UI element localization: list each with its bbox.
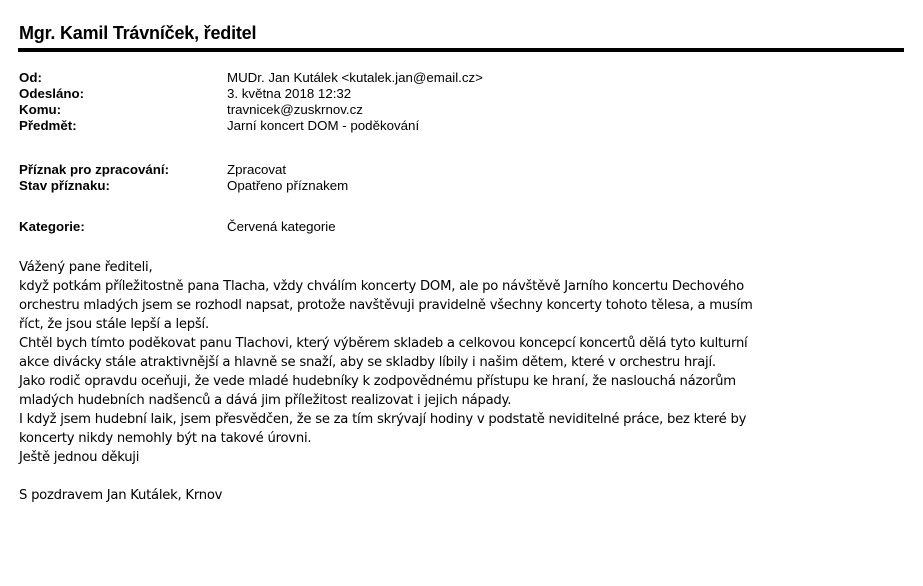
to-label: Komu:: [19, 102, 62, 117]
body-line: když potkám příležitostně pana Tlacha, vždy chválím koncerty DOM, ale po návštěvě Jarního koncertu Dechového: [19, 279, 744, 294]
body-line: akce divácky stále atraktivnější a hlavně se snaží, aby se skladby líbily i našim dětem, které v orchestru hrají.: [19, 355, 716, 370]
flag-status-value: Opatřeno příznakem: [227, 178, 349, 193]
sent-label: Odesláno:: [19, 86, 85, 101]
category-label: Kategorie:: [19, 219, 85, 234]
page-title: Mgr. Kamil Trávníček, ředitel: [19, 23, 257, 43]
flag-status-label: Stav příznaku:: [19, 178, 110, 193]
body-line: Chtěl bych tímto poděkovat panu Tlachovi, který výběrem skladeb a celkovou koncepcí koncertů dělá tyto kulturní: [19, 336, 748, 351]
subject-label: Předmět:: [19, 118, 77, 133]
category-row: [0, 219, 923, 235]
title-divider: [18, 48, 904, 52]
body-line: I když jsem hudební laik, jsem přesvědčen, že se za tím skrývají hodiny v podstatě neviditelné práce, bez které by: [19, 412, 747, 427]
subject-row: [0, 118, 923, 134]
message-body: [19, 258, 899, 505]
body-line: mladých hudebních nadšenců a dává jim příležitost realizovat i jejich nápady.: [19, 393, 512, 408]
paragraph-gap: [19, 467, 899, 486]
signature: S pozdravem Jan Kutálek, Krnov: [19, 488, 223, 503]
subject-value: Jarní koncert DOM - poděkování: [227, 118, 420, 133]
body-line: Jako rodič opravdu oceňuji, že vede mladé hudebníky k zodpovědnému přístupu ke hraní, že naslouchá názorům: [19, 374, 736, 389]
body-line: říct, že jsou stále lepší a lepší.: [19, 317, 209, 332]
from-row: [0, 70, 923, 86]
flag-row: [0, 162, 923, 178]
from-label: Od:: [19, 70, 42, 85]
to-value: travnicek@zuskrnov.cz: [227, 102, 363, 117]
flag-value: Zpracovat: [227, 162, 287, 177]
category-value: Červená kategorie: [227, 219, 336, 234]
flag-label: Příznak pro zpracování:: [19, 162, 169, 177]
sent-value: 3. května 2018 12:32: [227, 86, 352, 101]
body-line: Ještě jednou děkuji: [19, 450, 140, 465]
body-line: koncerty nikdy nemohly být na takové úrovni.: [19, 431, 312, 446]
flag-status-row: [0, 178, 923, 194]
body-line: orchestru mladých jsem se rozhodl napsat, protože navštěvuji pravidelně všechny koncerty tohoto tělesa, a musím: [19, 298, 753, 313]
greeting: Vážený pane řediteli,: [19, 260, 153, 275]
sent-row: [0, 86, 923, 102]
to-row: [0, 102, 923, 118]
from-value: MUDr. Jan Kutálek <kutalek.jan@email.cz>: [227, 70, 483, 85]
